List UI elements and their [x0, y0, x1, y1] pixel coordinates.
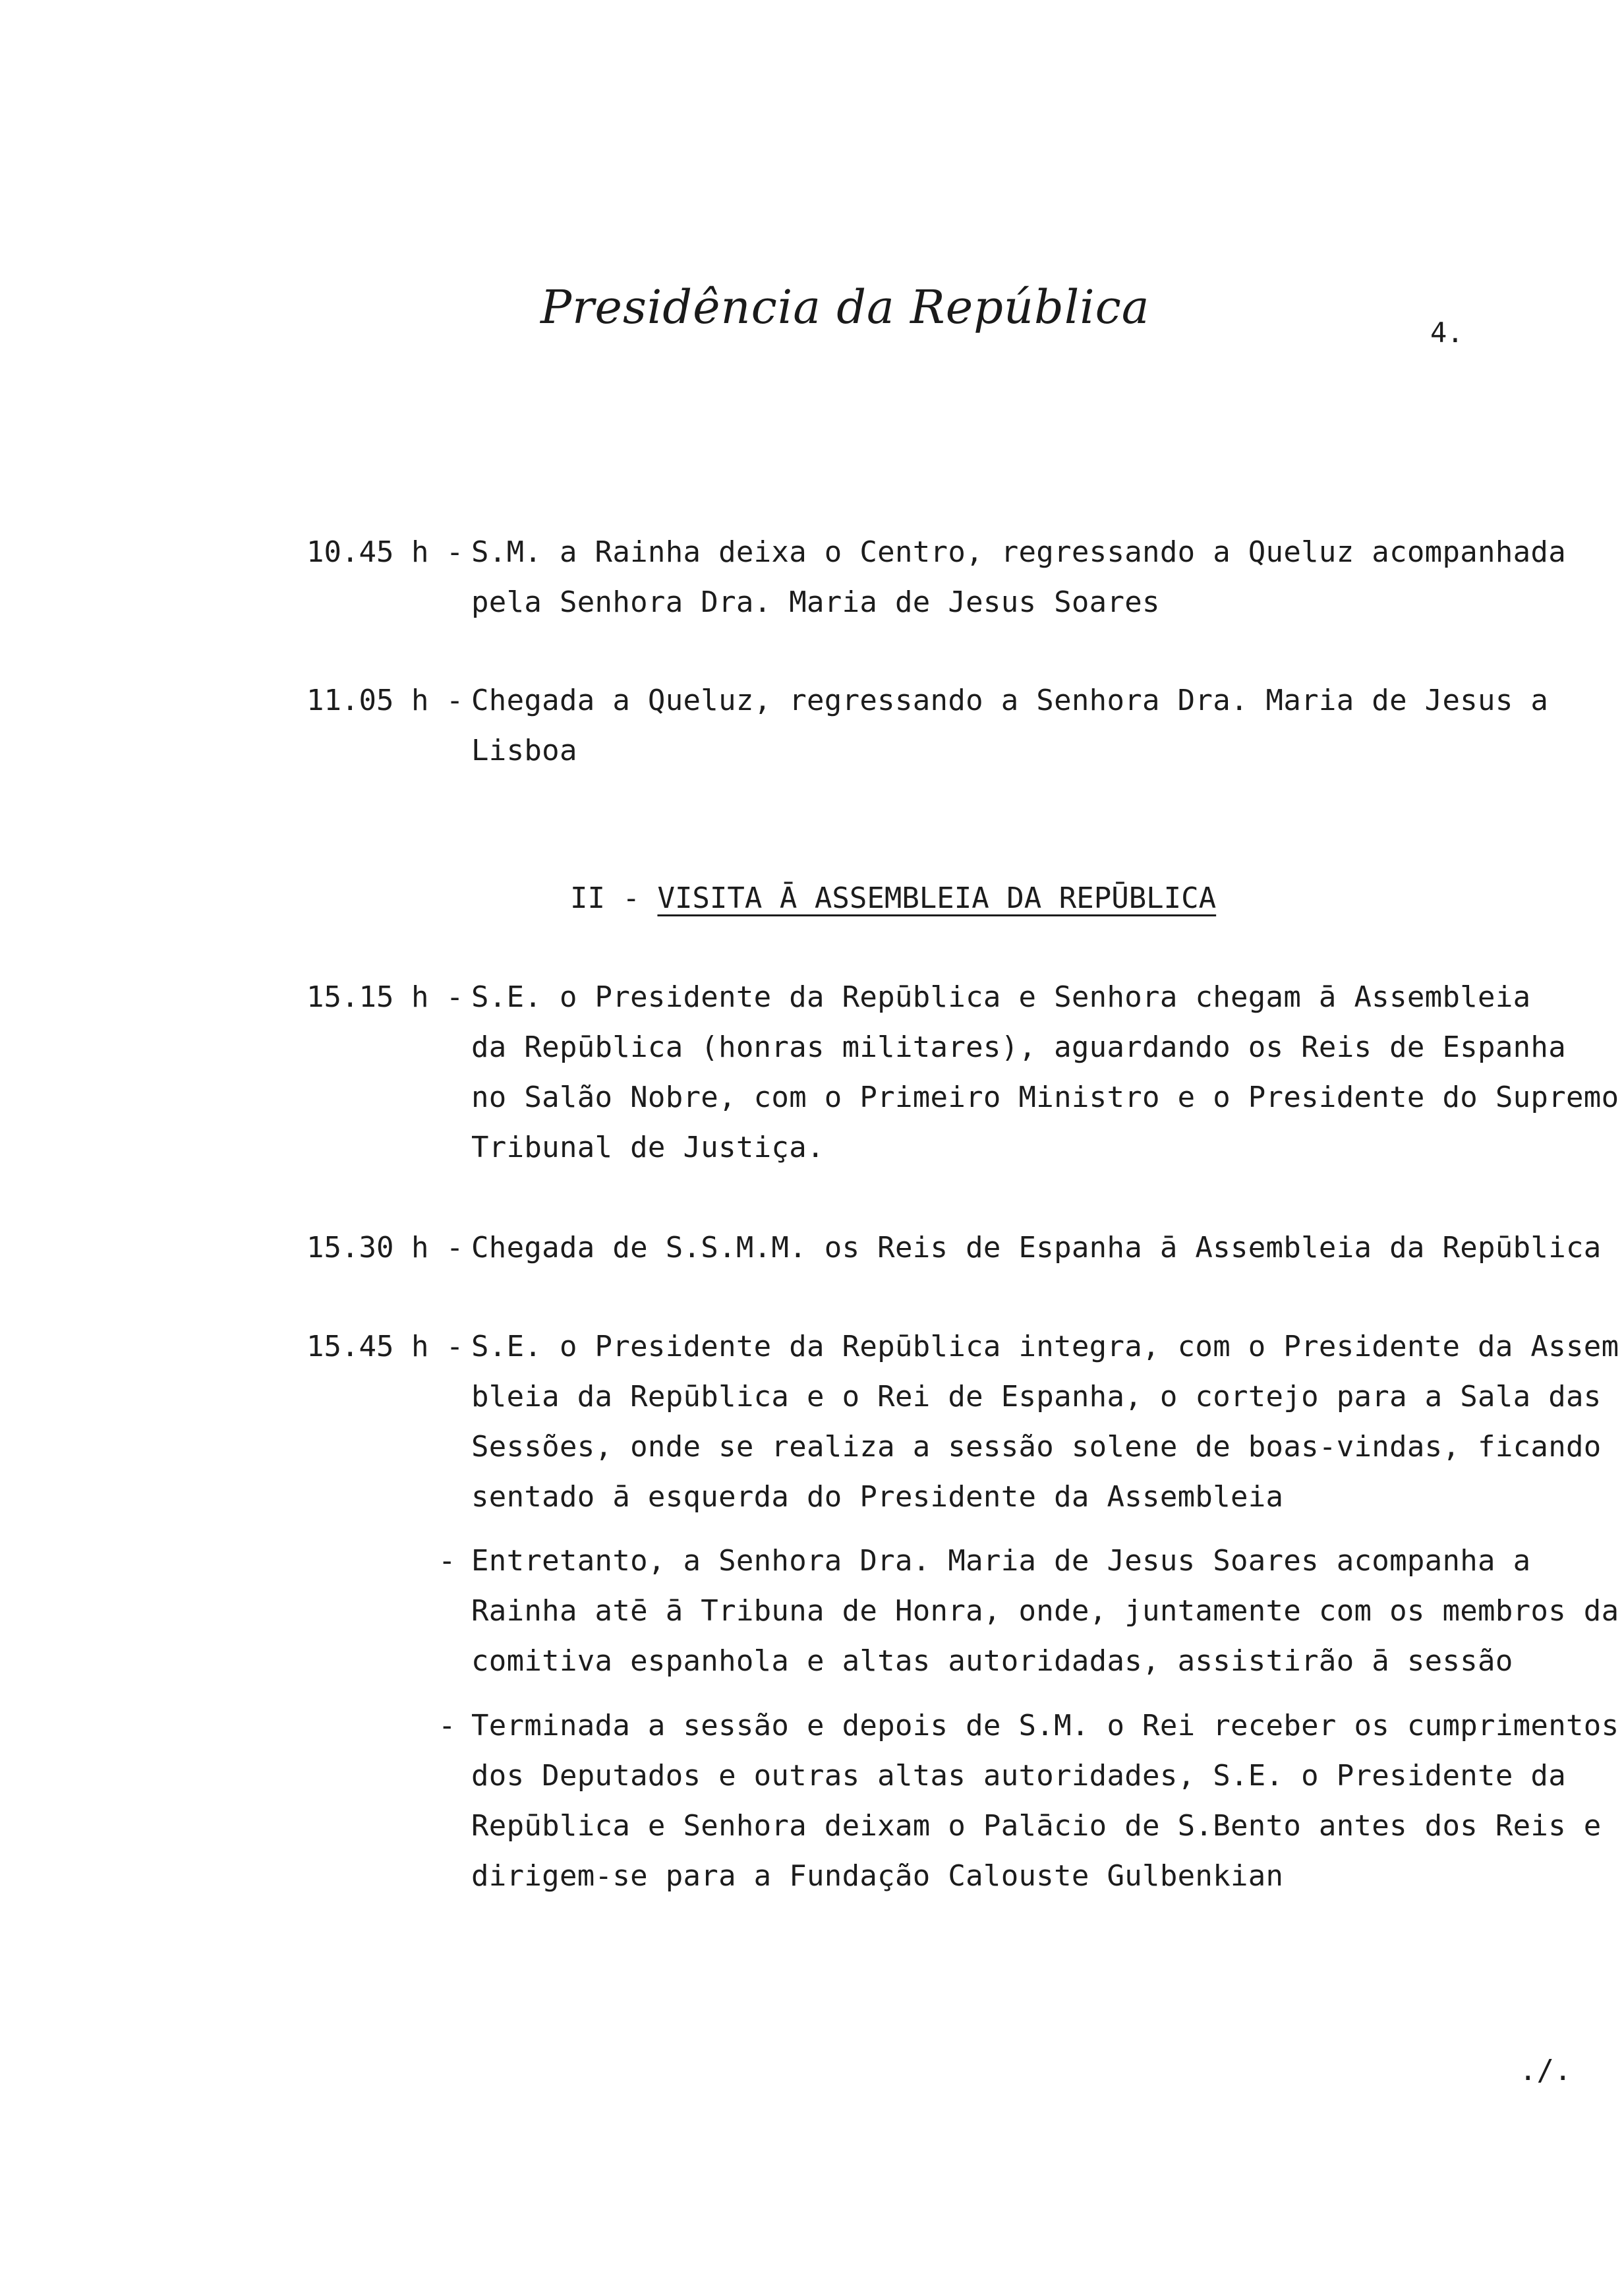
entry-line: no Salão Nobre, com o Primeiro Ministro e o Presidente do Supremo	[471, 1081, 1619, 1114]
entry-time: 15.45 h -	[306, 1330, 464, 1363]
entry-line: Lisboa	[471, 734, 577, 767]
sub-item-text	[471, 1701, 1619, 1901]
entry-line: Tribunal de Justiça.	[471, 1131, 825, 1164]
entry-text	[471, 972, 1619, 1173]
entry-time: 15.15 h -	[306, 980, 464, 1014]
entry-text	[471, 1223, 1602, 1273]
sub-item-dash: -	[438, 1544, 456, 1578]
entry-time: 10.45 h -	[306, 535, 464, 569]
entry-line: Chegada a Queluz, regressando a Senhora Dra. Maria de Jesus a	[471, 684, 1549, 717]
entry-line: bleia da Repūblica e o Rei de Espanha, o cortejo para a Sala das	[471, 1380, 1602, 1413]
entry-text	[471, 1322, 1619, 1522]
section-title-text: VISITA Ā ASSEMBLEIA DA REPŪBLICA	[657, 881, 1217, 915]
entry-line: S.E. o Presidente da Repūblica e Senhora chegam ā Assembleia	[471, 980, 1531, 1014]
entry-line: sentado ā esquerda do Presidente da Assembleia	[471, 1480, 1284, 1514]
section-heading	[570, 874, 1216, 924]
sub-item-line: dirigem-se para a Fundação Calouste Gulbenkian	[471, 1859, 1284, 1893]
entry-time: 11.05 h -	[306, 684, 464, 717]
entry-line: S.M. a Rainha deixa o Centro, regressando a Queluz acompanhada	[471, 535, 1566, 569]
sub-item-dash: -	[438, 1709, 456, 1742]
sub-item-line: Rainha atē ā Tribuna de Honra, onde, juntamente com os membros da	[471, 1594, 1619, 1628]
page-number: 4.	[1430, 316, 1464, 349]
sub-item-line: Entretanto, a Senhora Dra. Maria de Jesus Soares acompanha a	[471, 1544, 1531, 1578]
entry-line: Sessões, onde se realiza a sessão solene de boas-vindas, ficando	[471, 1430, 1602, 1464]
sub-item-line: Terminada a sessão e depois de S.M. o Rei receber os cumprimentos	[471, 1709, 1619, 1742]
sub-item-line: Repūblica e Senhora deixam o Palācio de S.Bento antes dos Reis e	[471, 1809, 1602, 1843]
entry-text	[471, 527, 1569, 628]
continuation-mark: ./.	[1519, 2054, 1572, 2087]
sub-item-text	[471, 1536, 1619, 1686]
letterhead: Presidência da República	[540, 280, 1150, 334]
sub-item-line: comitiva espanhola e altas autoridadas, assistirão ā sessão	[471, 1644, 1513, 1678]
section-number: II -	[570, 881, 658, 915]
entry-line: pela Senhora Dra. Maria de Jesus Soares	[471, 585, 1160, 619]
entry-line: da Repūblica (honras militares), aguardando os Reis de Espanha	[471, 1030, 1566, 1064]
entry-line: S.E. o Presidente da Repūblica integra, com o Presidente da Assem	[471, 1330, 1619, 1363]
entry-text	[471, 676, 1569, 776]
entry-line: Chegada de S.S.M.M. os Reis de Espanha ā Assembleia da Repūblica	[471, 1231, 1602, 1264]
entry-time: 15.30 h -	[306, 1231, 464, 1264]
sub-item-line: dos Deputados e outras altas autoridades, S.E. o Presidente da	[471, 1759, 1566, 1793]
